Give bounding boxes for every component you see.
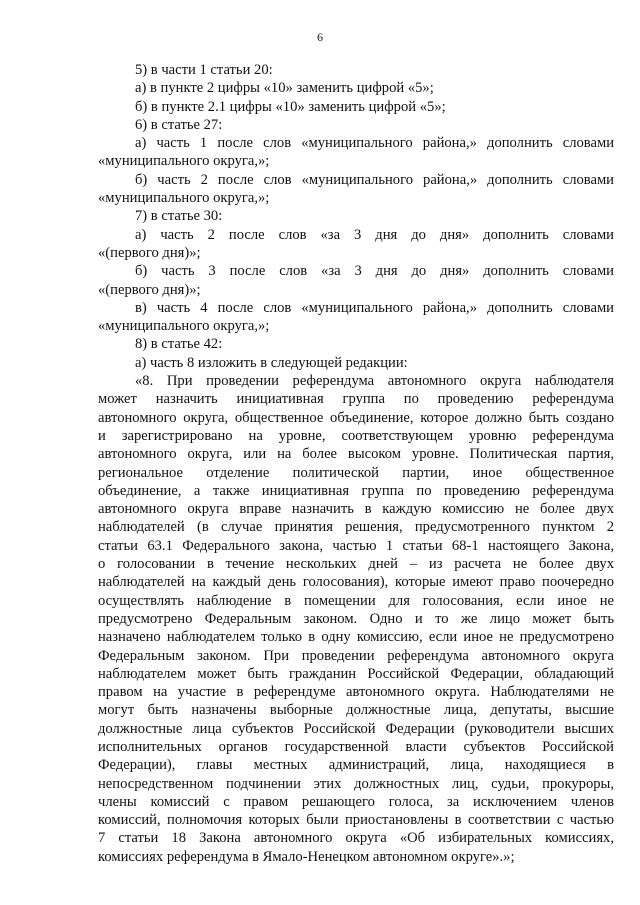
text-line: «8. При проведении референдума автономного округа наблюдателя [135, 373, 614, 390]
document-body [98, 61, 614, 866]
text-line: б) в пункте 2.1 цифры «10» заменить цифрой «5»; [135, 98, 446, 115]
text-line: Федерации), главы местных администраций, лица, находящиеся в [98, 757, 614, 774]
text-line: «(первого дня)»; [98, 281, 201, 298]
text-line: может назначить инициативная группа по проведению референдума [98, 391, 614, 408]
page-number: 6 [317, 30, 323, 44]
text-line: б) часть 3 после слов «за 3 дня до дня» дополнить словами [135, 263, 614, 280]
text-line: предусмотрено Федеральным законом. Одно и то же лицо может быть [98, 610, 614, 627]
text-line: правом на участие в референдуме автономного округа. Наблюдателями не [98, 684, 614, 701]
text-line: объединение, а также инициативная группа по проведению референдума [98, 482, 614, 499]
text-line: 7) в статье 30: [135, 208, 223, 225]
text-line: должностные лица субъектов Российской Федерации (руководители высших [98, 720, 614, 737]
text-line: комиссиях референдума в Ямало-Ненецком автономном округе».»; [98, 848, 515, 865]
text-line: осуществлять наблюдение в помещении для голосования, если иное не [98, 592, 614, 609]
text-line: наблюдателей (в случае принятия решения, предусмотренного пунктом 2 [98, 519, 614, 536]
text-line: непосредственном подчинении этих должностных лиц, судьи, прокуроры, [98, 775, 614, 792]
text-line: б) часть 2 после слов «муниципального района,» дополнить словами [135, 171, 614, 188]
text-line: могут быть назначены выборные должностные лица, депутаты, высшие [98, 702, 614, 719]
text-line: комиссий, полномочия которых были приостановлены в соответствии с частью [98, 812, 614, 829]
text-line: «муниципального округа,»; [98, 153, 270, 170]
text-line: статьи 63.1 Федерального закона, частью 1 статьи 68-1 настоящего Закона, [98, 537, 614, 554]
text-line: а) часть 8 изложить в следующей редакции: [135, 354, 408, 371]
text-line: 8) в статье 42: [135, 336, 223, 353]
text-line: а) в пункте 2 цифры «10» заменить цифрой «5»; [135, 80, 434, 97]
text-line: Федеральным законом. При проведении референдума автономного округа [98, 647, 614, 664]
text-line: наблюдателей на каждый день голосования), которые имеют право поочередно [98, 574, 614, 591]
text-line: наблюдателем может быть гражданин Российской Федерации, обладающий [98, 665, 614, 682]
text-line: автономного округа, общественное объединение, которое должно быть создано [98, 409, 614, 426]
text-line: «муниципального округа,»; [98, 318, 270, 335]
text-line: а) часть 1 после слов «муниципального района,» дополнить словами [135, 135, 614, 152]
text-line: «муниципального округа,»; [98, 190, 270, 207]
text-line: «(первого дня)»; [98, 244, 201, 261]
text-line: назначено наблюдателем только в одну комиссию, если иное не предусмотрено [98, 629, 614, 646]
text-line: региональное отделение политической партии, иное общественное [98, 464, 614, 481]
text-line: а) часть 2 после слов «за 3 дня до дня» дополнить словами [135, 226, 614, 243]
text-line: автономного округа вправе назначить в каждую комиссию не более двух [98, 501, 614, 518]
text-line: 7 статьи 18 Закона автономного округа «Об избирательных комиссиях, [98, 830, 614, 847]
text-line: о голосовании в течение нескольких дней – из расчета не более двух [98, 556, 614, 573]
text-line: 5) в части 1 статьи 20: [135, 62, 273, 78]
text-line: и зарегистрировано на уровне, соответствующем уровню референдума [98, 427, 614, 444]
text-line: в) часть 4 после слов «муниципального района,» дополнить словами [135, 299, 614, 316]
text-line: члены комиссий с правом решающего голоса, за исключением членов [98, 793, 614, 810]
text-line: исполнительных органов государственной власти субъектов Российской [98, 738, 614, 755]
text-line: автономного округа, или на более высоком уровне. Политическая партия, [98, 446, 614, 463]
text-line: 6) в статье 27: [135, 116, 223, 133]
